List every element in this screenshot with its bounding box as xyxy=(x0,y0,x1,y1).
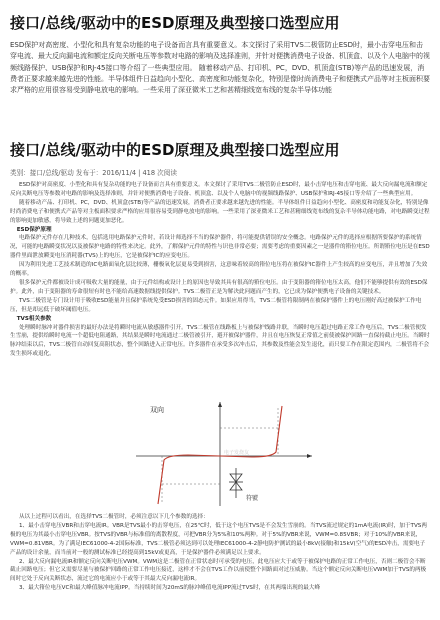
paragraph: 很多保护元件都被设计成可吸收大量的能量，由于元件结构或设计上的原因也导致其具有很高的箝位电压。由于变阻器的箝位电压太高，他们不能够提供有效的ESD保护。此外，由于变阻器的寿命很短有时也不能给高速数据线提供保护。TVS二极管正是为解决此问题而产生的，它已成为保护便携电子设备的关键技术。 xyxy=(10,279,428,295)
paragraph: 2、最大反向漏电流IR和额定反向关断电压VWM。VWM这是二极管在正常状态时可承受的电压，此电压应大于或等于被保护电路的正常工作电压，否则二极管会不断截止回路电压；但它又需要尽量与被保护回路的正常工作电压接近，这样才不会在TVS工作以前使整个回路面对过压威胁。当这个额定反向关断电压VWM加于TVS的两极间时它处于反向关断状态，流过它的电流应小于或等于其最大反向漏电流IR。 xyxy=(10,558,427,583)
article-body-lower xyxy=(10,513,430,593)
paragraph: 1、最小击穿电压VBR和击穿电流IR。VBR是TVS最小的击穿电压，在25℃时，低于这个电压TVS是不会发生雪崩的。当TVS流过规定的1mA电流(IR)时，加于TVS两极的电压为其最小击穿电压VBR。按TVS的VBR与标准值的离散程度，可把VBR分为5%和10%两种。对于5%的VBR来说，VWM=0.85VBR；对于10%的VBR来说，VWM=0.81VBR。为了满足IEC61000-4-2国际标准，TVS二极管必须达到可以处理IEC61000-4-2静电防护测试的最小8kV(接触)和15kV(空气)的ESD冲击，需要电子产品的设计余量，而当前对一般的测试标准已经提高到15kV或更高，于是保护器件必须满足以上要求。 xyxy=(10,522,427,556)
paragraph: 从以上过程可以看出，在选择TVS二极管时，必须注意以下几个参数的选择： xyxy=(18,514,209,520)
section-heading: TVS相关参数 xyxy=(16,315,52,322)
tvs-iv-curve-diagram xyxy=(128,398,318,508)
tvs-iv-curve-figure xyxy=(128,398,318,508)
bidirectional-label: 双向 xyxy=(150,406,164,414)
article-title-top: 接口/总线/驱动中的ESD原理及典型接口选型应用 xyxy=(10,14,340,32)
paragraph: 因为利用先进工艺技术制造的IC电路面氧化层比较薄，栅极氧化层更易受到损害，这意味着较高的箝位电压将在被保护IC器件上产生较高的应变电压，并且增加了失效的概率。 xyxy=(10,262,428,278)
paragraph: TVS二极管是专门设计用于吸收ESD能量并且保护系统免受ESD损害的固态元件。如果应用得当，TVS二极管将限制两在被保护器件上的电压刚好高过被保护工作电压，但是却远低于破坏阈值电压。 xyxy=(10,297,422,313)
axis-arrow xyxy=(307,454,312,458)
symbol-label: 符號 xyxy=(246,495,259,502)
article-meta: 类别：接口/总线/驱动 发布于：2016/11/4 | 418 次阅读 xyxy=(10,169,177,177)
article-intro: ESD保护对高密度、小型化和具有复杂功能的电子设备而言具有重要意义。本文探讨了采用TVS二极管防止ESD时，最小击穿电压和击穿电流、最大反向漏电流和额定反向关断电压等参数对电路的影响及选择准则，并针对便携消费电子设备、机顶盒、以及个人电脑中的视频线路保护、USB保护和RJ-45接口等介绍了一些典型应用。 随着移动产品、打印机、PC，DVD、机顶盒(STB)等产品的迅速发展，消费者正要求越来越先进的性能。半导体组件日益趋向小型化、高密度和功能复杂化，特别是像时尚消费电子和便携式产品等对主板面积要求严格的应用很容易受到静电放电的影响。一些采用了深亚微米工艺和甚精细线宽布线的复杂半导体功能 xyxy=(10,41,430,95)
article-body-upper xyxy=(10,181,430,359)
paragraph: 处理瞬时脉冲对器件损害的最好办法是将瞬时电流从敏感器件引开。TVS二极管在线路板上与被保护线路并联，当瞬时电压超过电路正常工作电压后，TVS二极管便发生雪崩，提供给瞬时电流一个超低电阻通路，其结果是瞬时电流通过二极管被引开，避开被保护器件，并且在电压恢复正常值之前使被保护回路一直保持截止电压。当瞬时脉冲结束以后，TVS二极管自动回复高阻状态，整个回路进入正常电压。许多器件在承受多次冲击后，其参数及性能会发生退化，而只要工作在限定范围内，二极管将不会发生损坏或退化。 xyxy=(10,324,430,358)
paragraph: 3、最大箝位电压VC和最大峰值脉冲电流IPP。当持续时间为20mS的脉冲峰值电流IPP流过TVS时，在其两端出现的最大峰 xyxy=(18,585,321,592)
figure-watermark: 电子发烧友 xyxy=(224,450,250,456)
paragraph: 电路保护元件存在几种技术，包括选用电路保护元件时，若设计师选择不当的保护器件，将可能提供错误的安全概念。电路保护元件的选择应根据所要保护的系统情况，可能的电路瞬变状况以及被保护电路的特性来决定。此外，了解保护元件的特性与识也非常必要；需要考虑的重要因素之一是器件的箝位电压。所谓箝位电压是在ESD器件里面泄放瞬变电压消耗器(TVS)上的电压，它是被保护IC的应变电压。 xyxy=(10,235,430,260)
axis-arrow xyxy=(218,402,222,407)
tvs-diode-symbol-icon xyxy=(229,468,243,498)
paragraph: ESD保护对高密度、小型化和具有复杂功能的电子设备而言具有重要意义。本文探讨了采用TVS二极管防止ESD时，最小击穿电压和击穿电流、最大反向漏电流和额定反向关断电压等参数对电路的影响及选择准则，并针对便携消费电子设备、机顶盒、以及个人电脑中的视频线路保护、USB保护和RJ-45接口等介绍了一些典型应用。 xyxy=(10,182,428,197)
article-title-main: 接口/总线/驱动中的ESD原理及典型接口选型应用 xyxy=(10,141,340,159)
section-heading: ESD保护原理 xyxy=(16,226,52,233)
paragraph: 随着移动产品、打印机、PC，DVD、机顶盒(STB)等产品的迅速发展，消费者正要求越来越先进的性能。半导体组件日益趋向小型化、高密度和功能复杂化，特别是像时尚消费电子和便携式产品等对主板面积要求严格的应用很容易受到静电放电的影响。一些采用了深亚微米工艺和甚精细线宽布线的复杂半导体功能电路，对电路瞬变过程的影响更加敏感，将导致上述的问题更加恶化。 xyxy=(10,199,430,224)
